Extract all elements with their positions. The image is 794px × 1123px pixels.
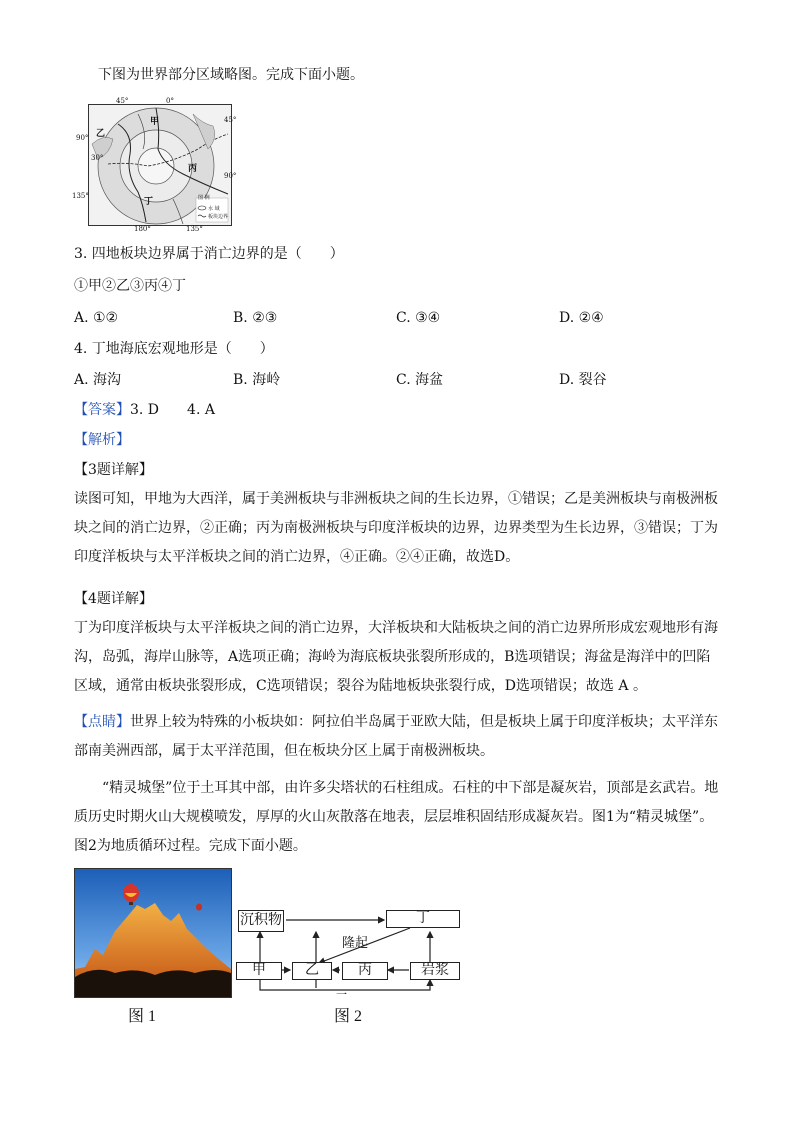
answer-line <box>74 401 215 419</box>
uplift-label: 隆起 <box>342 936 369 951</box>
tip-block <box>74 708 724 766</box>
map-lon-label: 135° <box>72 192 89 200</box>
q4-option-d[interactable]: D. 裂谷 <box>559 372 607 388</box>
q3-choices: ①甲②乙③丙④丁 <box>74 278 186 294</box>
map-legend-item: 水 域 <box>208 206 220 212</box>
map-region-label: 甲 <box>150 117 160 127</box>
answer-text: 3. D 4. A <box>130 402 215 418</box>
q4-option-a[interactable]: A. 海沟 <box>74 372 122 388</box>
q4-option-c[interactable]: C. 海盆 <box>396 372 444 388</box>
fairy-chimney-photo <box>74 868 232 998</box>
detail3-text: 读图可知，甲地为大西洋，属于美洲板块与非洲板块之间的生长边界，①错误；乙是美洲板块与南极洲板块之间的消亡边界，②正确；丙为南极洲板块与印度洋板块的边界，边界类型为生长边界，③错误；丁为印度洋板块与太平洋板块之间的消亡边界，④正确。②④正确，故选D。 <box>74 491 718 565</box>
map-lon-label: 90° <box>224 172 237 180</box>
q3-option-a[interactable]: A. ①② <box>74 310 119 326</box>
dash-label: 一 <box>336 988 347 1001</box>
map-region-label: 丙 <box>188 164 198 174</box>
map-lon-label: 0° <box>166 97 174 105</box>
box-magma: 岩浆 <box>410 962 460 980</box>
intro2-text: “精灵城堡”位于土耳其中部，由许多尖塔状的石柱组成。石柱的中下部是凝灰岩，顶部是玄武岩。地质历史时期火山大规模喷发，厚厚的火山灰散落在地表，层层堆积固结形成凝灰岩。图1为“精灵城堡”。图2为地质循环过程。完成下面小题。 <box>74 780 719 854</box>
photo-svg <box>75 869 231 997</box>
map-region-label: 丁 <box>144 197 154 207</box>
figure1-caption: 图 1 <box>128 1008 157 1025</box>
tip-label: 【点睛】 <box>74 714 130 730</box>
q3-stem: 3. 四地板块边界属于消亡边界的是（ ） <box>74 246 344 262</box>
box-bing: 丙 <box>342 962 388 980</box>
map-lon-label: 180° <box>134 225 151 233</box>
detail4-label: 【4题详解】 <box>74 591 153 607</box>
map-lon-label: 90° <box>76 134 89 142</box>
map-legend-title: 图 例 <box>198 195 210 201</box>
q3-option-b[interactable]: B. ②③ <box>233 310 278 326</box>
box-jia: 甲 <box>236 962 282 980</box>
map-lon-label: 30° <box>91 154 104 162</box>
tip-text: 世界上较为特殊的小板块如：阿拉伯半岛属于亚欧大陆，但是板块上属于印度洋板块；太平洋东部南美洲西部，属于太平洋范围，但在板块分区上属于南极洲板块。 <box>74 714 718 759</box>
detail4-text: 丁为印度洋板块与太平洋板块之间的消亡边界，大洋板块和大陆板块之间的消亡边界所形成宏观地形有海沟，岛弧，海岸山脉等，A选项正确；海岭为海底板块张裂所形成的，B选项错误；海盆是海洋中的凹陷区域，通常由板块张裂形成，C选项错误；裂谷为陆地板块张裂行成，D选项错误；故选 A 。 <box>74 620 718 694</box>
q3-option-d[interactable]: D. ②④ <box>559 310 604 326</box>
q4-stem: 4. 丁地海底宏观地形是（ ） <box>74 341 274 357</box>
q3-option-c[interactable]: C. ③④ <box>396 310 441 326</box>
map-lon-label: 135° <box>186 225 203 233</box>
rock-cycle-diagram <box>232 906 478 1001</box>
intro-text: 下图为世界部分区域略图。完成下面小题。 <box>98 67 364 83</box>
map-lon-label: 45° <box>116 97 129 105</box>
answer-label: 【答案】 <box>74 402 130 418</box>
box-ding: 丁 <box>386 910 460 928</box>
map-lon-label: 45° <box>224 116 237 124</box>
box-yi: 乙 <box>292 962 332 980</box>
q4-option-b[interactable]: B. 海岭 <box>233 372 281 388</box>
map-region-label: 乙 <box>96 129 106 139</box>
figure2-caption: 图 2 <box>334 1008 363 1025</box>
map-legend-item: 板块边界 <box>208 214 229 220</box>
world-plate-map <box>72 97 237 233</box>
box-sediment: 沉积物 <box>238 910 284 932</box>
analysis-label: 【解析】 <box>74 432 130 448</box>
detail3-label: 【3题详解】 <box>74 462 153 478</box>
